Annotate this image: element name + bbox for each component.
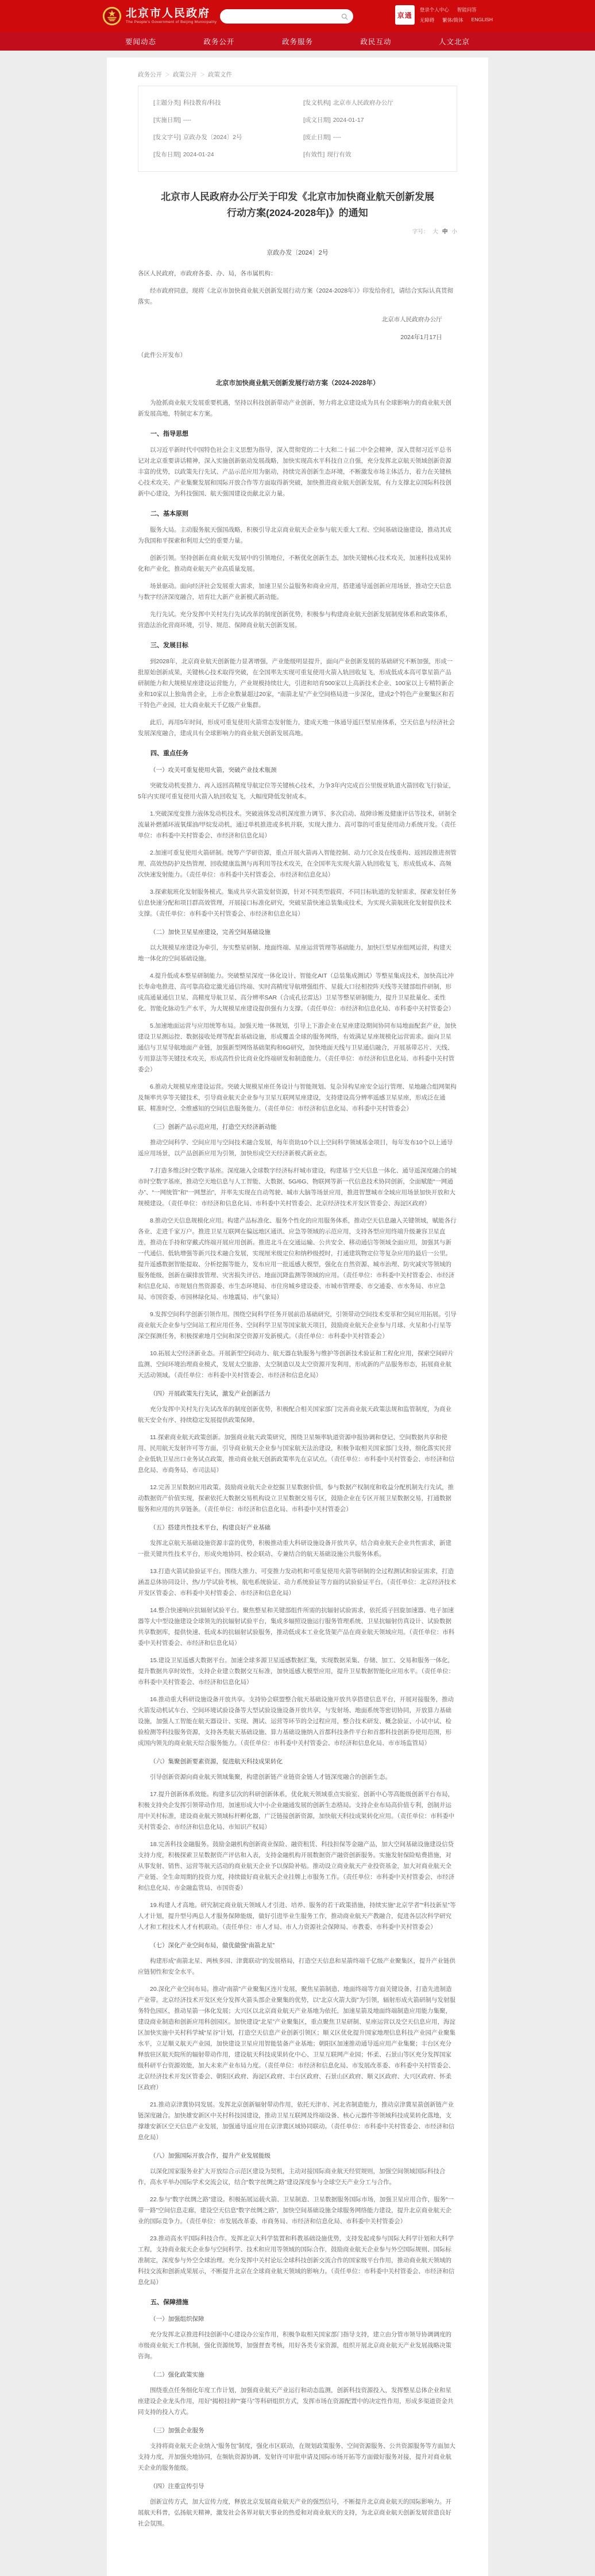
article-paragraph: 经市政府同意，现将《北京市加快商业航天创新发展行动方案（2024-2028年）》印发给你们，请结合实际认真贯彻落实。 <box>138 287 453 306</box>
nav-item-4[interactable]: 政民互动 <box>360 38 392 46</box>
subsection-heading: （四）开展政策先行先试，激发产业创新活力 <box>150 1390 271 1398</box>
article-paragraph: 先行先试。充分发挥中关村先行先试改革的制度创新优势，积极参与构建商业航天创新发展制度体系和政策体系，营造法治化营商环境，引导、规范、保障商业航天创新发展。 <box>138 611 451 629</box>
meta-value: 现行有效 <box>327 151 351 158</box>
meta-label: [发文机构] <box>303 99 331 106</box>
article-paragraph: 12.完善卫星数据应用政策。鼓励商业航天企业挖掘卫星数据价值，参与数据产权制度和收益分配机制先行先试，推动数据资产价值实现，探索依托大数据交易机构设立卫星数据交易专区，鼓励企业在专区开展卫星数据交易，打通数据服务和应用的共享链条。（责任单位：市经济和信息化局、市科委中关村管委会） <box>138 1484 454 1513</box>
article-body <box>138 268 457 2529</box>
subsection-heading: （六）集聚创新要素资源，促进航天科技成果转化 <box>150 1758 283 1766</box>
font-size-option-大[interactable]: 大 <box>432 229 438 236</box>
meta-cell <box>303 146 442 163</box>
article-paragraph: 17.提升创新体系效能。构建多层次的科研创新体系，优化航天领域重点实验室、创新中心等高能级创新平台布局，积极支持央企发挥引领带动作用，加速形成大中小企业融通发展的创新生态格局。支持企业布局高价值专利，创制并运用中关村标准，建设商业航天领域标杆孵化器，广泛链接创新资源，加快航天科技成果转化应用。（责任单位：市科委中关村管委会、市经济和信息化局、市知识产权局） <box>138 1791 455 1831</box>
breadcrumb <box>138 66 457 86</box>
document-meta-box <box>138 86 457 172</box>
article-paragraph: 支持将商业航天企业纳入“服务包”制度，强化市区联动，在规划政策服务、空间资源服务、公共资源服务等方面加大支持力度，并加强央地协同，在频轨资源协调、发射许可审批申请及国际市场开拓等方面做好服务对接，提升对商业航天企业的服务能级。 <box>138 2443 455 2472</box>
breadcrumb-separator: ＞ <box>200 72 206 78</box>
meta-label: [废止日期] <box>303 134 331 141</box>
breadcrumb-item-2[interactable]: 政策公开 <box>173 71 198 78</box>
article-paragraph: 9.发挥空间科学创新引领作用。围绕空间科学任务开展前沿基础研究，引领带动空间技术变革和空间应用拓展。引导商业航天企业参与空间站工程应用任务、空间科学卫星等国家航天项目，鼓励商业航天企业参与月球、火星和小行星等深空探测任务，积极探索地月空间和深空资源开发新模式。（责任单位：市科委中关村管委会） <box>138 1311 457 1340</box>
article-paragraph: 13.打造火箭试验验证平台。围绕大推力、可变推力发动机和可重复使用火箭等研制的全过程测试和验证需求，打造涵盖总体协同设计、热/力学试验考核、航电系统验证、动力系统验证等方面的试验验证平台。（责任单位：北京经济技术开发区管委会、市科委中关村管委会、市经济和信息化局） <box>138 1568 457 1597</box>
section-heading: 一、指导思想 <box>150 430 188 438</box>
header-link-5[interactable]: 繁体/简体 <box>442 17 463 23</box>
article-paragraph: 构建形成“南箭北星、两核多园、津冀联动”的发展格局，打造空天信息和星箭终端千亿级产业聚集区，提升产业链供应链韧性和安全水平。 <box>138 1958 455 1976</box>
article-paragraph: 1.突破深度变推力液体发动机技术。突破液体发动机深度推力调节、多次启动、故障诊断及健康评估等技术，研制全流量补燃循环液氧煤油/甲烷发动机，通过单机推进或多机并联，实现大推力、高可靠的可重复使用动力系统开发。（责任单位：市科委中关村管委会、市经济和信息化局） <box>138 810 457 840</box>
site-logo[interactable] <box>102 6 217 26</box>
font-size-option-中[interactable]: 中 <box>442 229 448 236</box>
meta-cell <box>303 94 442 112</box>
meta-label: [发文字号] <box>153 134 181 141</box>
article-paragraph: 20.深化产业空间布局。推动“南箭”产业聚集区连片发展，聚焦星箭制造、地面终端等方面关键设备，打造先进制造产业带。北京经济技术开发区充分发挥火箭头部企业聚集的优势，以“北京火箭大街”为引领，辐射形成火箭研制与发射服务特色园区，推动星箭一体化发展；大兴区以北京商业航天产业基地为依托，加速星箭及地面终端制造应用能力集聚，建设商业制造和创新应用科创园区。加快建设“北星”产业聚集区，重点聚焦卫星研制、星座运营以及空天信息应用，海淀区加快实施中关村科学城“星谷”计划，打造空天信息产业创新引领区；顺义区优化提升国家地理信息科技产业园产业聚集水平，立足顺义航天产业园，加快建设卫星应用智能装备产业基地；朝阳区加速推动通导遥应用产业集聚；丰台区充分释放驻区航天院所的辐射带动作用，建设航天科技成果转化中心、卫星互联网产业园；怀柔、石景山等区充分发挥国家级科研平台资源效能，加大未来产业布局力度。（责任单位：市经济和信息化局、市发展改革委、市科委中关村管委会、北京经济技术开发区管委会、朝阳区政府、海淀区政府、丰台区政府、石景山区政府、顺义区政府、大兴区政府、怀柔区政府） <box>138 1986 455 2091</box>
article-paragraph: 18.完善科技金融服务。鼓励金融机构创新商业保险、融资租赁、科技担保等金融产品，加大空间基础设施建设信贷支持力度，积极探索卫星数据资产评估和入表，支持金融机构开展数据资产融资创新服务。实施发射保险贴费措施，对从事发射、销售、运营等航天活动的商业航天企业予以保险补贴。推动设立商业航天产业投资基金，加大对商业航天全产业链、全生命周期的投资力度，持续做好商业航天企业挂牌上市服务工作。（责任单位：市科委中关村管委会、市经济和信息化局、市金融监管局、市国资委） <box>138 1841 455 1892</box>
section-heading: 二、基本原则 <box>150 510 188 518</box>
breadcrumb-item-1[interactable]: 政务公开 <box>138 71 162 78</box>
search-icon[interactable] <box>341 13 348 20</box>
article-paragraph: 11.探索商业航天政策创新。加强商业航天政策研究，围绕卫星频率轨道资源申报协调和登记、空间数据共享和使用、民用航天发射许可等方面，引导商业航天企业参与国家航天法治建设，积极争取相关国家部门支持，细化落实民营企业低轨卫星出口业务试点政策，推动商业航天创新政策率先在京试点。（责任单位：市科委中关村管委会、市经济和信息化局、市商务局、市司法局） <box>138 1434 455 1474</box>
site-name-en: The People's Government of Beijing Municipality <box>126 20 217 24</box>
article-paragraph: 发挥北京航天基础设施资源丰富的优势，积极推动重大科研设施设备开放共享，结合商业航天企业共性需求，新建一批关键共性技术平台，形成央地协同、校企联动、专兼结合的航天基础设施公共服务体系。 <box>138 1540 451 1558</box>
article-paragraph: 16.推动重大科研设施设备开放共享。支持协会联盟整合航天基础设施开放共享搭建信息平台，开展对接服务，推动火箭发动机试车台、空间环境试验设备等大型试验设施设备开放共享，与发射场、地面系统等密切协同，开放算力基础设施，加强人工智能在航天器设计、实现、测试、运营等环节的全过程应用，整合技术研发、概念验证、小试中试、检验检测等科技服务资源，支持各类航天基础设施、算力基础设施纳入首都科技条件平台和首都科技创新券使用范围，形成国内领先的商业航天综合服务能力。（责任单位：市科委中关村管委会、市经济和信息化局、市市场监管局） <box>138 1696 454 1747</box>
meta-cell <box>303 112 442 129</box>
article-paragraph: 5.加速地面运营与应用统筹布局。加强天地一体规划，引导上下游企业在星座建设期间协同布局地面配套产业，加快建设卫星测运控、数据接收处理等配套基础设施，形成覆盖全球的服务网络，有效满足星座规模化运营需求。面向卫星通信与卫星导航地面产业链，加强新型网络基础架构和6G研究，加快地面天线与卫星通信融合，开展基带芯片、天线、专用算法等关键技术攻关，形成高性价比商业化终端研发和制造能力。（责任单位：市经济和信息化局、市科委中关村管委会） <box>138 1022 457 1074</box>
article-paragraph: 3.探索航班化发射服务模式。集成共享火箭发射资源，针对不同类型载荷、不同目标轨道的发射需求，探索发射任务信息快速分配和项目群高效管理，开展接口标准化研究，突破星箭快速总装集成技术，为实现火箭航班化发射提供技术支撑。（责任单位：市科委中关村管委会、市经济和信息化局） <box>138 889 457 918</box>
subsection-heading: （三）创新产品示范应用，打造空天经济新动能 <box>150 1124 277 1131</box>
meta-cell <box>303 129 442 146</box>
nav-item-2[interactable]: 政务公开 <box>203 38 235 46</box>
article-paragraph: 充分发挥北京推进科技创新中心建设办公室作用，积极争取相关国家部门指导支持，建立由分管市领导协调调度的市级商业航天工作机制，强化资源统筹，加强督查考核，用好各类专家资源，组织开展北京商业航天产业发展战略决策咨询。 <box>138 2331 451 2360</box>
article-paragraph: 21.推动京津冀协同发展。发挥北京创新辐射带动作用，依托天津市、河北省制造能力，推动京津冀星箭创新链产业链深度融合。加快雄安新区中关村科技园建设，推动卫星互联网及终端设备、核心元器件等领域科技成果转化落地，支撑雄安新区空天信息产业发展，加强通导遥应用在京津冀区域协同联动。（责任单位：市科委中关村管委会、市经济和信息化局） <box>138 2101 455 2141</box>
meta-value: 2024-01-17 <box>333 117 364 124</box>
publish-note: （此件公开发布） <box>138 352 186 359</box>
meta-label: [有效性] <box>303 151 325 158</box>
article-paragraph: 突破发动机变推力、再入返回高精度导航定位等关键核心技术，力争3年内完成百公里级亚轨道火箭回收飞行验证，5年内实现可重复使用火箭入轨回收复飞，大幅度降低发射成本。 <box>138 782 455 801</box>
site-name: 北京市人民政府 <box>126 7 211 20</box>
site-header <box>0 0 595 32</box>
meta-cell <box>153 112 292 129</box>
article-paragraph: 服务大局。主动服务航天强国战略，积极引导北京商业航天企业参与航天重大工程、空间基础设施建设，推动其成为我国和平探索和利用太空的重要力量。 <box>138 526 451 545</box>
article-paragraph: 到2028年，北京商业航天创新能力显著增强，产业能级明显提升，面向产业创新发展的基础研究不断加强，形成一批原始创新成果，关键核心技术取得突破，在全国率先实现可重复使用火箭入轨回收复飞，形成低成本高可靠星箭产品研制能力和大规模星座建设运营能力，产业规模持续壮大，引进和培育500家以上高新技术企业、100家以上专精特新企业和10家以上独角兽企业，上市企业数量超过20家，“南箭北星”产业空间格局进一步深化，建成2个特色产业聚集区和若干特色产业园，壮大商业航天千亿级产业集群。 <box>138 658 454 709</box>
section-heading: 五、保障措施 <box>150 2299 188 2306</box>
article-paragraph: 以习近平新时代中国特色社会主义思想为指导，深入贯彻党的二十大和二十届二中全会精神，深入贯彻习近平总书记对北京重要讲话精神，深入实施创新驱动发展战略，加快实现高水平科技自立自强，充分发挥北京航天领域创新资源丰富的优势，以政策先行先试、产品示范应用为驱动，持续完善创新生态环境，不断激发市场主体活力，着力在关键核心技术攻关、产业集聚发展和国际开放合作等方面取得新突破，加快推进商业航天创新发展，有力支撑北京国际科技创新中心建设，为科技强国、航天强国建设贡献北京力量。 <box>138 447 451 498</box>
article-paragraph: 此后，再用5年时间，形成可重复使用火箭常态发射能力，建成天地一体通导遥巨型星座体系，空天信息与经济社会发展深度融合，建成具有全球影响力的商业航天创新发展高地。 <box>138 719 455 737</box>
article-paragraph: 以深化国家服务业扩大开放综合示范区建设为契机，主动对接国际商业航天经贸规则，加强空间领域国际科技合作，高水平举办国际学术交流会议，结合“数字丝绸之路”建设深度参与全球空天产业分工与合作。 <box>138 2168 446 2186</box>
meta-label: [成文日期] <box>303 117 331 124</box>
article-paragraph: 为抢抓商业航天发展重要机遇，坚持以科技创新带动产业创新，努力将北京建设成为具有全球影响力的商业航天创新发展高地，特制定本方案。 <box>138 399 451 418</box>
article-paragraph: 23.推动高水平国际科技合作。发挥北京大科学装置和科教基础设施优势，支持发起或参与国际大科学计划和大科学工程，支持商业航天企业参与空间科学、技术和应用等领域的国际合作，鼓励商业航天企业参与外空国际规则、国际标准制定，深度参与外空全球治理。充分发挥中关村论坛全球科技创新交流合作的国家级平台作用，推动商业航天领域的科技交流和创新成果展示，不断提升北京在全球商业航天领域的影响力。（责任单位：市科委中关村管委会、市经济和信息化局） <box>138 2235 455 2286</box>
article-paragraph: 2.加速可重复使用火箭研制。统筹产学研资源，重点开展火箭再入智能控制、动力冗余及在线重构、返回段推进剂管理、高效热防护及热管理、回收健康监测与再利用等技术攻关，在全国率先实现火箭入轨回收复飞，形成低成本、高频次快速发射能力。（责任单位：市科委中关村管委会、市经济和信息化局） <box>138 849 457 879</box>
header-link-4[interactable]: 无障碍 <box>419 17 435 23</box>
article-paragraph: 推动空间科学、空间应用与空间技术融合发展，每年资助10个以上空间科学领域基金项目，每年发布10个以上通导遥应用场景，以产品创新应用为引领，加快形成空天经济新模式新业态。 <box>138 1139 453 1158</box>
article-paragraph: 22.参与“数字丝绸之路”建设。积极拓展运载火箭、卫星制造、卫星数据服务国际市场，加强卫星应用合作，服务“一带一路”空间信息走廊，建设空天信息“数字丝绸之路”，加快空间基础设施全球服务网络能力建设，提升北京商业航天企业的国际竞争力。（责任单位：市发展改革委、市商务局、市经济和信息化局、市科委中关村管委会） <box>138 2196 454 2225</box>
article-paragraph: 创新宣传方式，加大宣传力度，释放北京发展商业航天产业的强烈信号，不断提升北京商业航天的国际影响力。开展航天科普，弘扬航天精神，激发社会各界对航天事业的热爱和对商业航天的支持，为北京商业航天创新发展营造良好社会氛围。 <box>138 2498 451 2528</box>
meta-label: [实施日期] <box>153 117 181 124</box>
subsection-heading: （五）搭建共性技术平台，构建良好产业基础 <box>150 1524 271 1532</box>
header-links-row-1 <box>420 6 493 13</box>
breadcrumb-separator: ＞ <box>165 72 171 78</box>
search-box[interactable] <box>220 9 353 24</box>
meta-label: [发布日期] <box>153 151 181 158</box>
article-paragraph: 以大规模星座建设为牵引，夯实整星研制、地面终端、星座运营管理等基础能力，加快巨型星座组网运营，构建天地一体化的空间基础设施。 <box>138 944 451 963</box>
header-links-row-2 <box>420 17 493 24</box>
meta-value: 科技教育/科技 <box>183 99 221 106</box>
signature-line: 北京市人民政府办公厅 <box>381 316 442 324</box>
content-card <box>107 57 488 2576</box>
nav-item-1[interactable]: 要闻动态 <box>125 38 157 46</box>
national-emblem-icon <box>102 6 122 26</box>
subsection-heading: （二）强化政策实施 <box>150 2371 204 2379</box>
font-size-label: 字号： <box>412 229 429 236</box>
meta-value: 2024-01-24 <box>183 151 214 158</box>
header-link-6[interactable]: ENGLISH <box>471 17 493 22</box>
article-paragraph: 创新引领。坚持创新在商业航天发展中的引领地位，不断优化创新生态，加快关键核心技术攻关，加速科技成果转化和产业化，推动商业航天产业高质量发展。 <box>138 555 451 573</box>
subsection-heading: （一）攻关可重复使用火箭，突破产业技术瓶颈 <box>150 767 277 774</box>
section-heading: 四、重点任务 <box>150 750 188 758</box>
article-paragraph: 8.推动空天信息规模化应用。构建产品标准化、服务个性化的应用服务体系，推动空天信息融入关键领域，赋能各行各业、走进千家万户。推进卫星互联网在偏远地区通讯、应急等领域的示范应用，支持各型应用终端升级兼容卫星直连，推动在手持和穿戴式终端开展应用创新。推进北斗在交通运输、公共安全、移动通信等领域全面应用，加强其与新一代通信、低轨增强等新兴技术融合发展，实现厘米级定位和纳秒级授时，打通建筑物定位等复杂应用的最后一公里。提升遥感数据智能提取、分析挖掘等能力，发布应用一批遥感大模型，强化在自然资源、城市治理、防灾减灾等领域的服务能级，创新在碳排放管理、灾害损失评估、地面沉降监测等领域的应用。（责任单位：市科委中关村管委会、市经济和信息化局、市规划自然资源委、市生态环境局、市住房城乡建设委、市城市管理委、市交通委、市水务局、市应急局、市国资委、市园林绿化局、市地震局、市气象局） <box>138 1217 457 1301</box>
meta-cell <box>153 129 292 146</box>
article-paragraph: 引导创新资源向商业航天领域集聚，构建创新链产业链资金链人才链深度融合的创新生态。 <box>150 1774 391 1781</box>
doc-number: 京政办发〔2024〕2号 <box>266 249 329 257</box>
nav-item-5[interactable]: 人文北京 <box>438 38 470 46</box>
font-size-option-小[interactable]: 小 <box>451 229 457 236</box>
doc-subtitle: 北京市加快商业航天创新发展行动方案（2024-2028年） <box>215 380 380 387</box>
subsection-heading: （七）深化产业空间布局，做优做强“南箭北星” <box>150 1942 275 1950</box>
article-paragraph: 19.构建人才高地。研究制定商业航天领域人才引进、培养、服务的若干政策措施，持续实施“北京学者”“科技新星”等人才计划，提升型号两总人才服务保障能级，做好引进毕业生服务工作，推动商业航天产教融合，促进各层次科学研究人才和工程技术人才有机联动。（责任单位：市人才局、市人力资源社会保障局、市教委、市科委中关村管委会） <box>138 1902 456 1931</box>
meta-value: ---- <box>333 134 341 141</box>
article-paragraph: 围绕重点任务细化年度工作计划，加强商业航天产业运行和动态监测，创新科技资源投入，发挥整星总体企业和星座建设企业龙头作用，用好“揭榜挂帅”“赛马”等科研组织方式，发挥市场在资源配置中的决定性作用，形成多渠道资金共同支持的投入方式。 <box>138 2387 454 2416</box>
subsection-heading: （二）加快卫星星座建设，完善空间基础设施 <box>150 929 271 936</box>
article-paragraph: 10.拓展太空经济新业态。开展新型空间动力、航天器在轨服务与维护等创新技术验证和工程化应用，探索空间碎片监测、空间环境治理商业模式，发展太空旅游、太空制造以及太空资源开发利用，形成新的产品服务形态，拓展商业航天活动领域。（责任单位：市科委中关村管委会、市经济和信息化局） <box>138 1350 454 1379</box>
article-paragraph: 充分发挥中关村先行先试改革的制度创新优势，积极配合相关国家部门完善商业航天政策法规和监管制度，为商业航天安全有序、持续稳定发展提供政策保障。 <box>138 1406 451 1424</box>
salutation: 各区人民政府，市政府各委、办、局，各市属机构： <box>138 270 277 278</box>
article-paragraph: 4.提升低成本整星研制能力。突破整星深度一体化设计、智能化AIT（总装集成测试）等整星集成技术，加快高比冲长寿命电推进、高可靠高稳定激光通信终端、实时高精度导航增强组件、星载大口径相控阵天线等关键部组件研制，形成高通量通信卫星、高精度导航卫星、高分辨率SAR（合成孔径雷达）卫星等整星研制能力，提升卫星批量化、柔性化、智能化脉动生产水平，为大规模星座建设提供强有力支撑。（责任单位：市经济和信息化局、市科委中关村管委会） <box>138 972 455 1013</box>
section-heading: 三、发展目标 <box>150 642 188 649</box>
article-paragraph: 7.打造多维泛时空数字基座。深度融入全球数字经济标杆城市建设，构建基于空天信息一体化、通导遥深度融合的城市时空数字基座，推动空天地信息与人工智能、大数据、5G/6G、物联网等新一代信息技术协同创新，全面赋能“一网通办”、“一网统管”和“一网慧治”，并率先实现在自动驾驶、城市大脑等场景应用，推进智慧城市全域应用场景加快开放和大规模建设。（责任单位：市经济和信息化局、市科委中关村管委会、北京经济技术开发区管委会、海淀区政府） <box>138 1167 457 1208</box>
subsection-heading: （三）加强企业服务 <box>150 2427 204 2435</box>
main-nav <box>0 32 595 51</box>
meta-cell <box>153 94 292 112</box>
signature-line: 2024年1月17日 <box>400 334 442 341</box>
subsection-heading: （八）加强国际开放合作，提升产业发展能级 <box>150 2152 271 2160</box>
jingtong-logo[interactable]: 京通 <box>395 5 415 25</box>
article-paragraph: 14.整合快速响应抗辐射试验平台。聚焦整星和关键部组件所需的抗辐射试验需求，依托质子回旋加速器、电子加速器等大中型设施建设全球领先的抗辐射试验平台，集成多辐照设施运行服务管理系统、卫星抗辐射仿真设计、试验数据共享数据库，提供快速、低成本的抗辐射试验服务，推动低成本工业化货架产品在商业航天领域应用。（责任单位：市科委中关村管委会、市经济和信息化局） <box>138 1607 455 1647</box>
meta-value: 京政办发〔2024〕2号 <box>183 134 242 141</box>
breadcrumb-item-3[interactable]: 政策文件 <box>208 71 233 78</box>
page-title: 北京市人民政府办公厅关于印发《北京市加快商业航天创新发展行动方案(2024-2028年)》的通知 <box>160 191 434 219</box>
font-size-control <box>138 227 457 235</box>
subsection-heading: （四）注重宣传引导 <box>150 2483 204 2490</box>
nav-item-3[interactable]: 政务服务 <box>281 38 313 46</box>
article-paragraph: 场景驱动。面向经济社会发展重大需求，加速卫星公益服务和商业应用，搭建通导遥创新应用场景，推动空天信息与数字经济深度融合，培育壮大新产业新模式新动能。 <box>138 583 451 601</box>
article-paragraph: 15.建设卫星遥感大数据平台。加速全球多源卫星遥感数据汇集，实现数据采集、存储、加工、交易和服务一体化，提升数据共享时效性，支持企业建立数据交互标准，加快遥感大模型应用，提升卫星数据智能化应用水平。（责任单位：市科委中关村管委会、市经济和信息化局） <box>138 1657 455 1686</box>
header-link-1[interactable]: 登录个人中心 <box>419 7 449 13</box>
meta-label: [主题分类] <box>153 99 181 106</box>
search-input[interactable] <box>220 9 341 24</box>
meta-cell <box>153 146 292 163</box>
header-link-2[interactable]: 智能问答 <box>457 7 477 13</box>
article-paragraph: 6.推动大规模星座建设运营。突破大规模星座任务设计与智能规划、复杂异构星座安全运行管理、星地融合组网架构及频率共享等关键技术，引导商业航天企业参与卫星互联网星座建设，支持建设高分辨率遥感卫星星座，形成泛在通联、精准时空、全维感知的空间信息服务能力。（责任单位：市经济和信息化局、市科委中关村管委会） <box>138 1083 457 1113</box>
meta-value: 北京市人民政府办公厅 <box>333 99 393 106</box>
meta-value: ---- <box>183 117 191 124</box>
subsection-heading: （一）加强组织保障 <box>150 2316 204 2323</box>
